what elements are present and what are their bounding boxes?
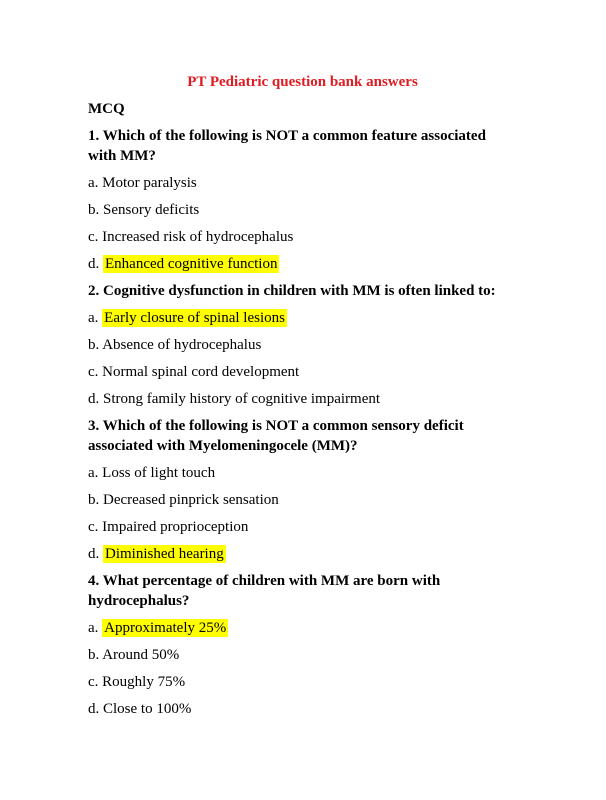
option-letter: b. bbox=[88, 337, 103, 353]
answer-option bbox=[88, 389, 517, 409]
question-heading: 2. Cognitive dysfunction in children with MM is often linked to: bbox=[88, 283, 496, 299]
option-text: Around 50% bbox=[102, 647, 180, 663]
option-text: Impaired proprioception bbox=[102, 519, 249, 535]
option-letter: c. bbox=[88, 519, 103, 535]
option-letter: d. bbox=[88, 701, 103, 717]
option-letter: b. bbox=[88, 647, 103, 663]
option-letter: b. bbox=[88, 202, 103, 218]
answer-option bbox=[88, 200, 517, 220]
answer-option bbox=[88, 517, 517, 537]
option-letter: d. bbox=[88, 391, 103, 407]
option-letter: a. bbox=[88, 310, 103, 326]
answer-option bbox=[88, 544, 517, 564]
question-heading: 4. What percentage of children with MM are born with hydrocephalus? bbox=[88, 573, 441, 609]
answer-option bbox=[88, 173, 517, 193]
option-letter: a. bbox=[88, 620, 103, 636]
option-text-highlighted: Early closure of spinal lesions bbox=[104, 310, 285, 326]
answer-option bbox=[88, 463, 517, 483]
question-heading: 3. Which of the following is NOT a common sensory deficit associated with Myelomeningocele (MM)? bbox=[88, 418, 464, 454]
document-title: PT Pediatric question bank answers bbox=[187, 74, 418, 90]
option-letter: c. bbox=[88, 229, 103, 245]
option-text: Increased risk of hydrocephalus bbox=[102, 229, 294, 245]
question-list bbox=[88, 126, 517, 719]
option-text: Absence of hydrocephalus bbox=[102, 337, 262, 353]
option-text: Loss of light touch bbox=[102, 465, 216, 481]
answer-option bbox=[88, 308, 517, 328]
option-text: Normal spinal cord development bbox=[102, 364, 300, 380]
option-letter: d. bbox=[88, 256, 103, 272]
option-letter: a. bbox=[88, 465, 103, 481]
option-text-highlighted: Enhanced cognitive function bbox=[105, 256, 278, 272]
answer-option bbox=[88, 699, 517, 719]
option-text: Decreased pinprick sensation bbox=[103, 492, 279, 508]
option-letter: b. bbox=[88, 492, 103, 508]
answer-option bbox=[88, 362, 517, 382]
option-text: Roughly 75% bbox=[102, 674, 186, 690]
answer-option bbox=[88, 335, 517, 355]
section-heading: MCQ bbox=[88, 101, 125, 117]
answer-option bbox=[88, 672, 517, 692]
option-text: Sensory deficits bbox=[103, 202, 200, 218]
answer-option bbox=[88, 227, 517, 247]
question-heading: 1. Which of the following is NOT a common feature associated with MM? bbox=[88, 128, 486, 164]
option-text-highlighted: Diminished hearing bbox=[105, 546, 224, 562]
answer-option bbox=[88, 254, 517, 274]
option-text: Motor paralysis bbox=[102, 175, 197, 191]
option-letter: c. bbox=[88, 364, 103, 380]
option-text: Strong family history of cognitive impairment bbox=[103, 391, 381, 407]
answer-option bbox=[88, 645, 517, 665]
answer-option bbox=[88, 490, 517, 510]
option-letter: a. bbox=[88, 175, 103, 191]
option-letter: d. bbox=[88, 546, 103, 562]
option-text: Close to 100% bbox=[103, 701, 192, 717]
option-letter: c. bbox=[88, 674, 103, 690]
option-text-highlighted: Approximately 25% bbox=[104, 620, 227, 636]
answer-option bbox=[88, 618, 517, 638]
